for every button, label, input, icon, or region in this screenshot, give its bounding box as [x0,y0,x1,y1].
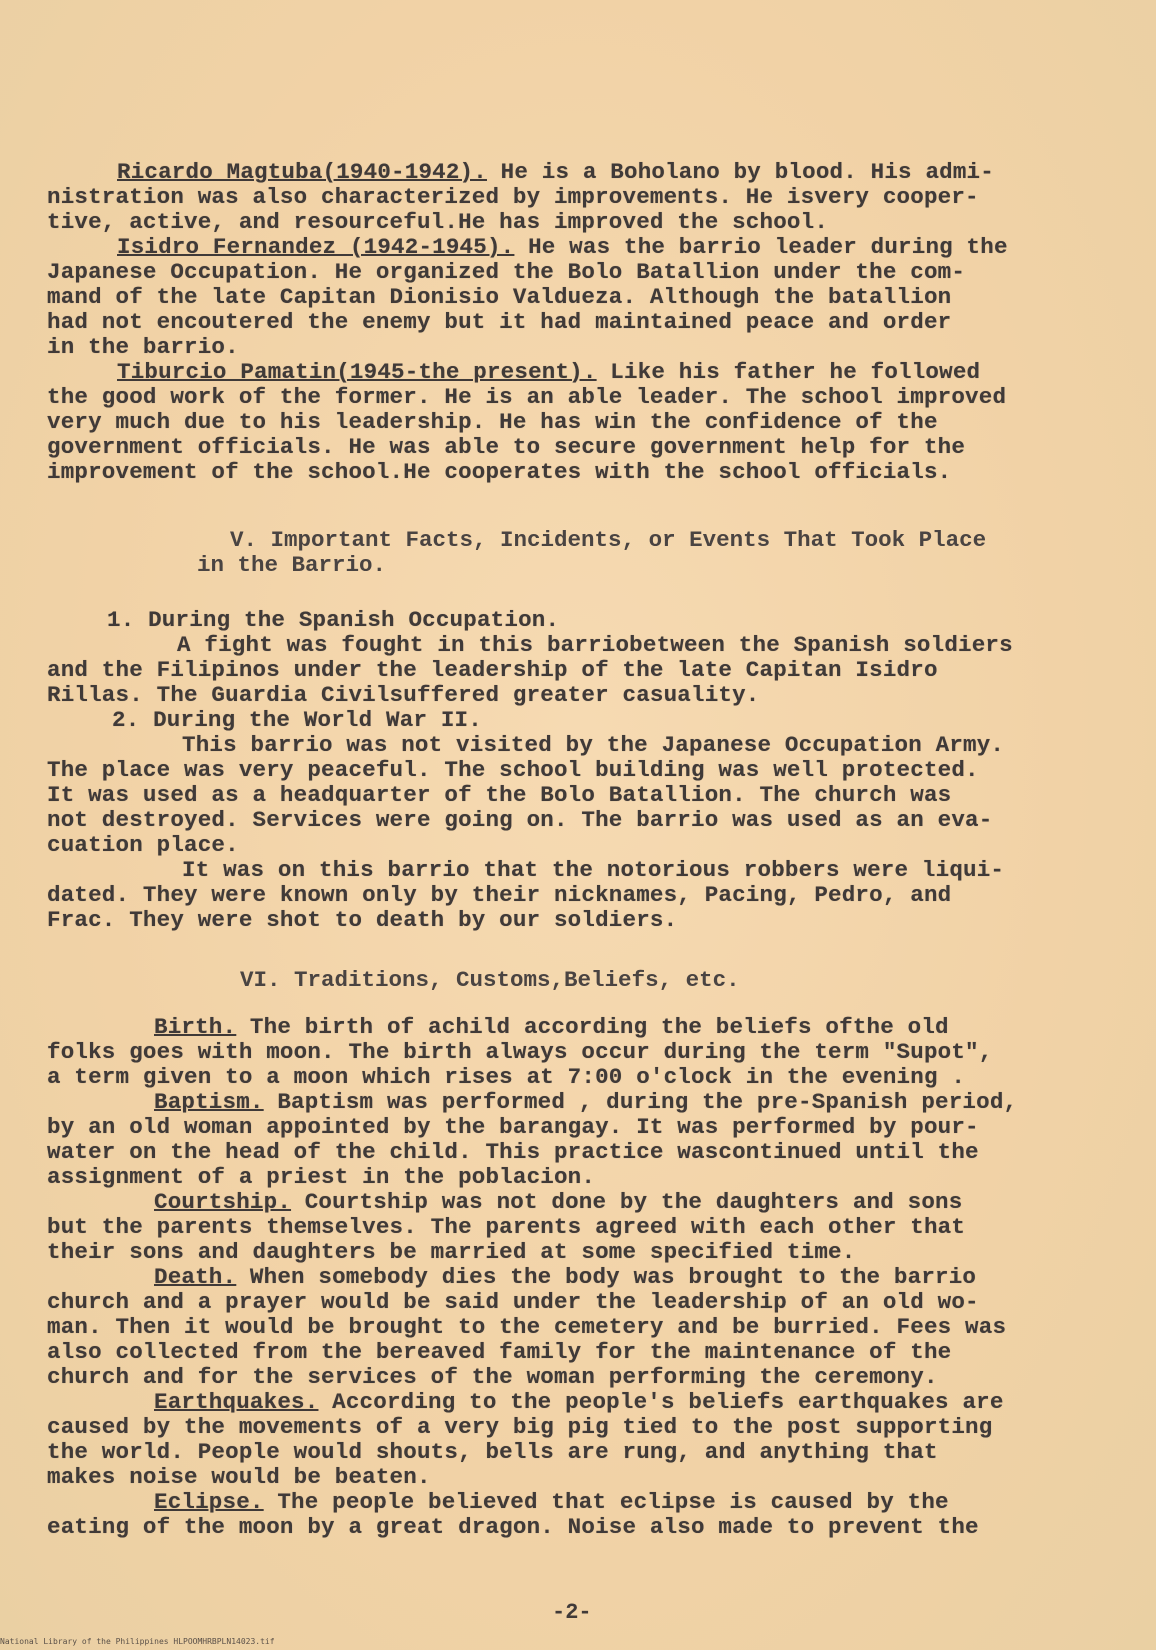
page-number: -2- [552,1600,592,1625]
leader-name: Ricardo Magtuba(1940-1942). [117,159,487,185]
leader-name: Isidro Fernandez (1942-1945). [117,234,515,260]
section-vi-heading: VI. Traditions, Customs,Beliefs, etc. [240,967,740,993]
section-vi-body: Birth. The birth of achild according the beliefs ofthe old folks goes with moon. The birth always occur during the term "Supot", a term given to a moon which rises at 7:00 o'clock in the evening . Baptism. Baptism was performed , during the pre-Spanish period, by an old woman appointed by the barangay. It was performed by pour- water on the head of the child. This practice wascontinued until the assignment of a priest in the poblacion. Courtship. Courtship was not done by the daughters and sons but the parents themselves. The parents agreed with each other that their sons and daughters be married at some specified time. Death. When somebody dies the body was brought to the barrio church and a prayer would be said under the leadership of an old wo- man. Then it would be brought to the cemetery and be burried. Fees was also collected from the bereaved family for the maintenance of the church and for the services of the woman performing the ceremony. Earthquakes. According to the people's beliefs earthquakes are caused by the movements of a very big pig tied to the post supporting the world. People would shouts, bells are rung, and anything that makes noise would be beaten. Eclipse. The people believed that eclipse is caused by the eating of the moon by a great dragon. Noise also made to prevent the [47,1014,1018,1540]
entry-label: Baptism. [154,1089,264,1115]
leaders-block: Ricardo Magtuba(1940-1942). He is a Boholano by blood. His admi- nistration was also characterized by improvements. He isvery cooper- tive, active, and resourceful.He has improved the school. Isidro Fernandez (1942-1945). He was the barrio leader during the Japanese Occupation. He organized the Bolo Batallion under the com- mand of the late Capitan Dionisio Valdueza. Although the batallion had not encoutered the enemy but it had maintained peace and order in the barrio. Tiburcio Pamatin(1945-the present). Like his father he followed the good work of the former. He is an able leader. The school improved very much due to his leadership. He has win the confidence of the government officials. He was able to secure government help for the improvement of the school.He cooperates with the school officials. [47,160,1107,485]
section-v-body: 1. During the Spanish Occupation. A fight was fought in this barriobetween the Spanish soldiers and the Filipinos under the leadership of the late Capitan Isidro Rillas. The Guardia Civilsuffered greater casuality. 2. During the World War II. This barrio was not visited by the Japanese Occupation Army. The place was very peaceful. The school building was well protected. It was used as a headquarter of the Bolo Batallion. The church was not destroyed. Services were going on. The barrio was used as an eva- cuation place. It was on this barrio that the notorious robbers were liqui- dated. They were known only by their nicknames, Pacing, Pedro, and Frac. They were shot to death by our soldiers. [47,608,1107,933]
entry-label: Earthquakes. [154,1389,319,1415]
section-v-heading-cont: in the Barrio. [197,552,387,578]
entry-label: Courtship. [154,1189,292,1215]
entry-label: Eclipse. [154,1489,264,1515]
entry-label: Death. [154,1264,237,1290]
entry-label: Birth. [154,1014,237,1040]
item-title: 2. During the World War II. [112,707,482,733]
scan-footer: National Library of the Philippines HLPOOMHRBPLN14023.tif [0,1637,275,1646]
leader-name: Tiburcio Pamatin(1945-the present). [117,359,597,385]
leader-paragraph: Ricardo Magtuba(1940-1942). He is a Boholano by blood. His admi- [117,159,994,185]
section-v-heading: V. Important Facts, Incidents, or Events That Took Place [230,527,987,553]
item-title: 1. During the Spanish Occupation. [107,607,560,633]
